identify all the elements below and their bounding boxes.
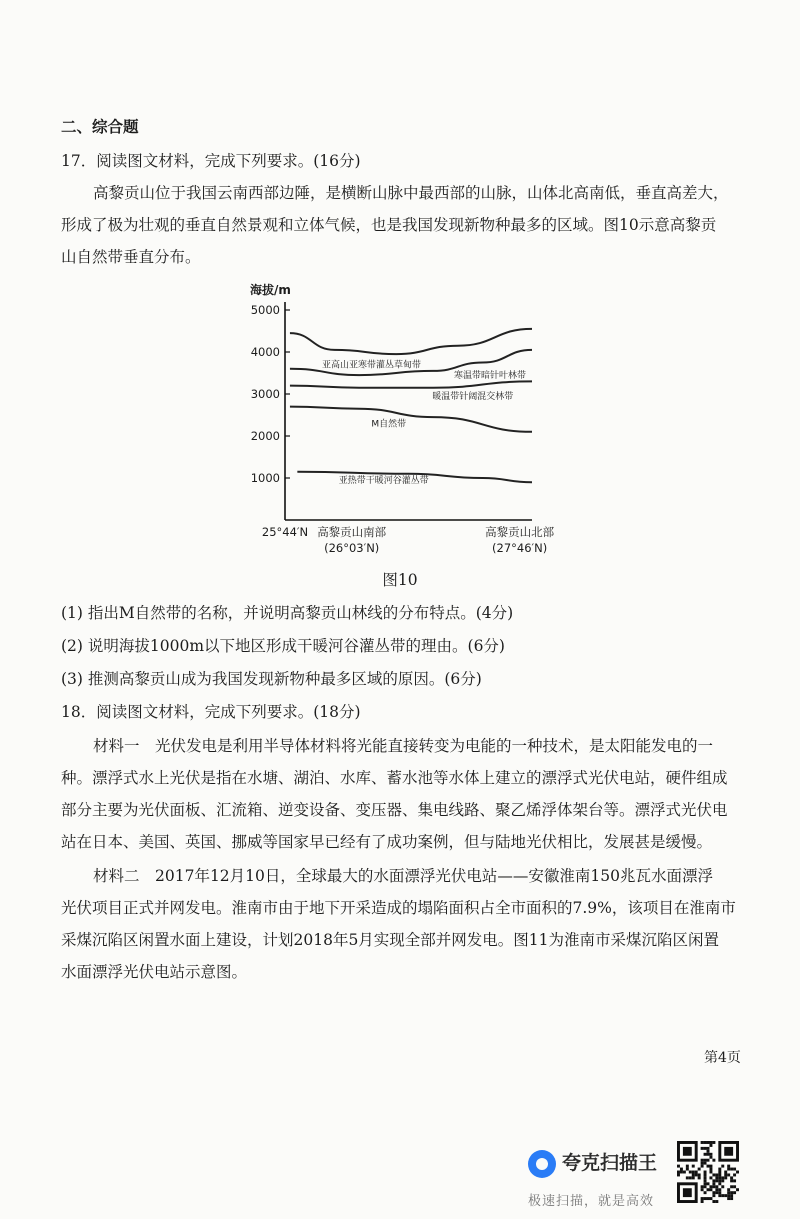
figure-10-chart bbox=[240, 280, 560, 560]
x-tick-label: 高黎贡山南部 bbox=[317, 525, 387, 539]
q18-material1-line: 材料一 光伏发电是利用半导体材料将光能直接转变为电能的一种技术，是太阳能发电的一 bbox=[93, 737, 714, 755]
q18-material2-line: 光伏项目正式并网发电。淮南市由于地下开采造成的塌陷面积占全市面积的7.9%，该项目在淮南市 bbox=[61, 899, 736, 917]
x-tick-sublabel: (27°46′N) bbox=[492, 541, 548, 555]
qr-code-icon bbox=[677, 1141, 739, 1203]
y-tick-label: 2000 bbox=[250, 429, 280, 443]
q18-material1-line: 部分主要为光伏面板、汇流箱、逆变设备、变压器、集电线路、聚乙烯浮体架台等。漂浮式光伏电 bbox=[61, 801, 728, 819]
y-tick-label: 1000 bbox=[250, 471, 280, 485]
y-tick-label: 3000 bbox=[250, 387, 280, 401]
q18-material2-line: 采煤沉陷区闲置水面上建设，计划2018年5月实现全部并网发电。图11为淮南市采煤沉陷区闲置 bbox=[61, 931, 720, 949]
scanner-slogan: 极速扫描，就是高效 bbox=[528, 1194, 655, 1209]
y-tick-label: 4000 bbox=[250, 345, 280, 359]
zone-label: 亚高山亚寒带灌丛草甸带 bbox=[321, 360, 421, 371]
figure-caption: 图10 bbox=[382, 571, 418, 589]
section-heading: 二、综合题 bbox=[61, 117, 139, 136]
zone-label: M自然带 bbox=[371, 419, 407, 430]
scanner-logo-icon bbox=[528, 1150, 556, 1178]
zone-label: 亚热带干暖河谷灌丛带 bbox=[338, 476, 429, 487]
q17-passage-line: 高黎贡山位于我国云南西部边陲，是横断山脉中最西部的山脉，山体北高南低，垂直高差大， bbox=[93, 184, 729, 202]
q17-question-3: (3) 推测高黎贡山成为我国发现新物种最多区域的原因。(6分) bbox=[61, 670, 482, 688]
x-tick-sublabel: (26°03′N) bbox=[324, 541, 380, 555]
x-tick-label: 25°44′N bbox=[261, 525, 309, 539]
zone-label: 寒温带暗针叶林带 bbox=[454, 371, 527, 382]
q18-material2-line: 水面漂浮光伏电站示意图。 bbox=[61, 963, 248, 981]
q17-question-1: (1) 指出M自然带的名称，并说明高黎贡山林线的分布特点。(4分) bbox=[61, 604, 514, 622]
q18-material1-line: 站在日本、美国、英国、挪威等国家早已经有了成功案例，但与陆地光伏相比，发展甚是缓慢。 bbox=[61, 833, 713, 851]
q18-material2-line: 材料二 2017年12月10日，全球最大的水面漂浮光伏电站——安徽淮南150兆瓦水面漂浮 bbox=[93, 867, 713, 885]
zone-boundary-line bbox=[290, 381, 532, 387]
q18-title: 18．阅读图文材料，完成下列要求。(18分) bbox=[61, 703, 361, 721]
zone-label: 暖温带针阔混交林带 bbox=[432, 392, 514, 403]
zone-boundary-line bbox=[290, 329, 532, 354]
q17-title: 17．阅读图文材料，完成下列要求。(16分) bbox=[61, 152, 361, 170]
y-axis-label: 海拔/m bbox=[250, 283, 291, 297]
q17-passage-line: 形成了极为壮观的垂直自然景观和立体气候，也是我国发现新物种最多的区域。图10示意高黎贡 bbox=[61, 216, 717, 234]
x-tick-label: 高黎贡山北部 bbox=[485, 525, 555, 539]
q18-material1-line: 种。漂浮式水上光伏是指在水塘、湖泊、水库、蓄水池等水体上建立的漂浮式光伏电站，硬件组成 bbox=[61, 769, 728, 787]
q17-question-2: (2) 说明海拔1000m以下地区形成干暖河谷灌丛带的理由。(6分) bbox=[61, 637, 505, 655]
zone-boundary-line bbox=[290, 407, 532, 432]
y-tick-label: 5000 bbox=[250, 303, 280, 317]
q17-passage-line: 山自然带垂直分布。 bbox=[61, 248, 201, 266]
page-number: 第4页 bbox=[704, 1050, 741, 1066]
scanner-name: 夸克扫描王 bbox=[562, 1152, 658, 1174]
